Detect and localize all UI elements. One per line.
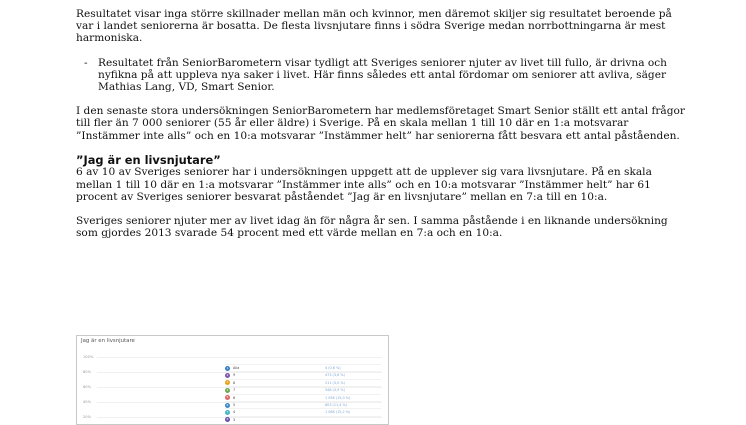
chart-legend-row xyxy=(225,408,381,415)
chart-gridline xyxy=(97,357,382,358)
paragraph-livsnjutare-result: 6 av 10 av Sveriges seniorer har i undersökningen uppgett att de upplever sig vara livsnjutare. På en skala mellan 1 till 10 där en 1:a motsvarar ”Instämmer inte alls” och en 10:a motsvarar ”Instämmer helt” har 61 procent av Sveriges seniorer besvarat påståendet ”Jag är en livsnjutare” mellan en 7:a till en 10:a. xyxy=(76,166,652,203)
chart-y-tick-label: 80% xyxy=(83,370,91,374)
legend-label: 5 xyxy=(233,403,236,407)
quote-block xyxy=(76,57,686,94)
legend-number-badge: 4 xyxy=(226,387,229,392)
paragraph-regional-results: Resultatet visar inga större skillnader mellan män och kvinnor, men däremot skiljer sig resultatet beroende på var i landet seniorerna är bosatta. De flesta livsnjutare finns i södra Sverige medan norrbottningarna är mest harmoniska. xyxy=(76,8,672,45)
quote-dash: - xyxy=(84,56,88,69)
legend-number-badge: 3 xyxy=(226,380,229,385)
legend-number-badge: 7 xyxy=(226,409,229,414)
chart-legend-row xyxy=(225,416,381,423)
paragraph-comparison-2013: Sveriges seniorer njuter mer av livet idag än för några år sen. I samma påstående i en liknande undersökning som gjordes 2013 svarade 54 procent med ett värde mellan en 7:a och en 10:a. xyxy=(76,215,668,240)
legend-value: 211 (3,0 %) xyxy=(325,380,345,385)
chart-y-tick-label: 40% xyxy=(83,400,91,404)
chart-legend-row xyxy=(225,379,381,386)
legend-number-badge: 2 xyxy=(226,372,229,377)
legend-number-badge: 1 xyxy=(226,365,229,370)
legend-label: 6 xyxy=(233,395,236,400)
chart-legend-row xyxy=(225,401,381,408)
quote-text: Resultatet från SeniorBarometern visar tydligt att Sveriges seniorer njuter av livet till fullo, är drivna och nyfikna på att uppleva nya saker i livet. Här finns således ett antal fördomar om seniorer att avliva, säger Mathias Lang, VD, Smart Senior. xyxy=(98,56,668,94)
survey-chart xyxy=(76,335,389,425)
chart-legend-row xyxy=(225,386,381,393)
chart-y-tick-label: 20% xyxy=(83,415,91,419)
legend-label: 3 xyxy=(233,417,236,422)
legend-label: Alla xyxy=(233,366,240,370)
legend-label: 9 xyxy=(233,373,236,378)
legend-value: 348 (4,9 %) xyxy=(325,388,345,393)
chart-legend-row xyxy=(225,371,381,378)
paragraph-survey-intro: I den senaste stora undersökningen SeniorBarometern har medlemsföretaget Smart Senior ställt ett antal frågor till fler än 7 000 seniorer (55 år eller äldre) i Sverige. På en skala mellan 1 till 10 där en 1:a motsvarar ”Instämmer inte alls” och en 10:a motsvarar ”Instämmer helt” har seniorerna fått besvara ett antal påståenden. xyxy=(76,105,685,142)
legend-number-badge: 5 xyxy=(226,395,229,400)
chart-legend-row xyxy=(225,364,381,371)
chart-y-tick-label: 60% xyxy=(83,385,91,389)
legend-number-badge: 6 xyxy=(226,402,229,407)
legend-value: 473 (3,6 %) xyxy=(325,373,345,378)
section-heading: ”Jag är en livsnjutare” xyxy=(76,152,221,167)
legend-value: 4 (0,6 %) xyxy=(325,366,341,370)
chart-y-tick-label: 100% xyxy=(83,355,94,359)
legend-number-badge: 8 xyxy=(226,417,229,422)
chart-legend-row xyxy=(225,394,381,401)
legend-label: 4 xyxy=(233,410,236,415)
chart-title: Jag är en livsnjutare xyxy=(81,338,135,344)
legend-label: 7 xyxy=(233,388,236,393)
legend-value: 803 (11,4 %) xyxy=(325,403,348,407)
document-body xyxy=(76,8,686,243)
legend-value: 1 058 (15,0 %) xyxy=(325,395,351,400)
legend-label: 8 xyxy=(233,380,236,385)
legend-value: 1 068 (15,2 %) xyxy=(325,410,351,415)
